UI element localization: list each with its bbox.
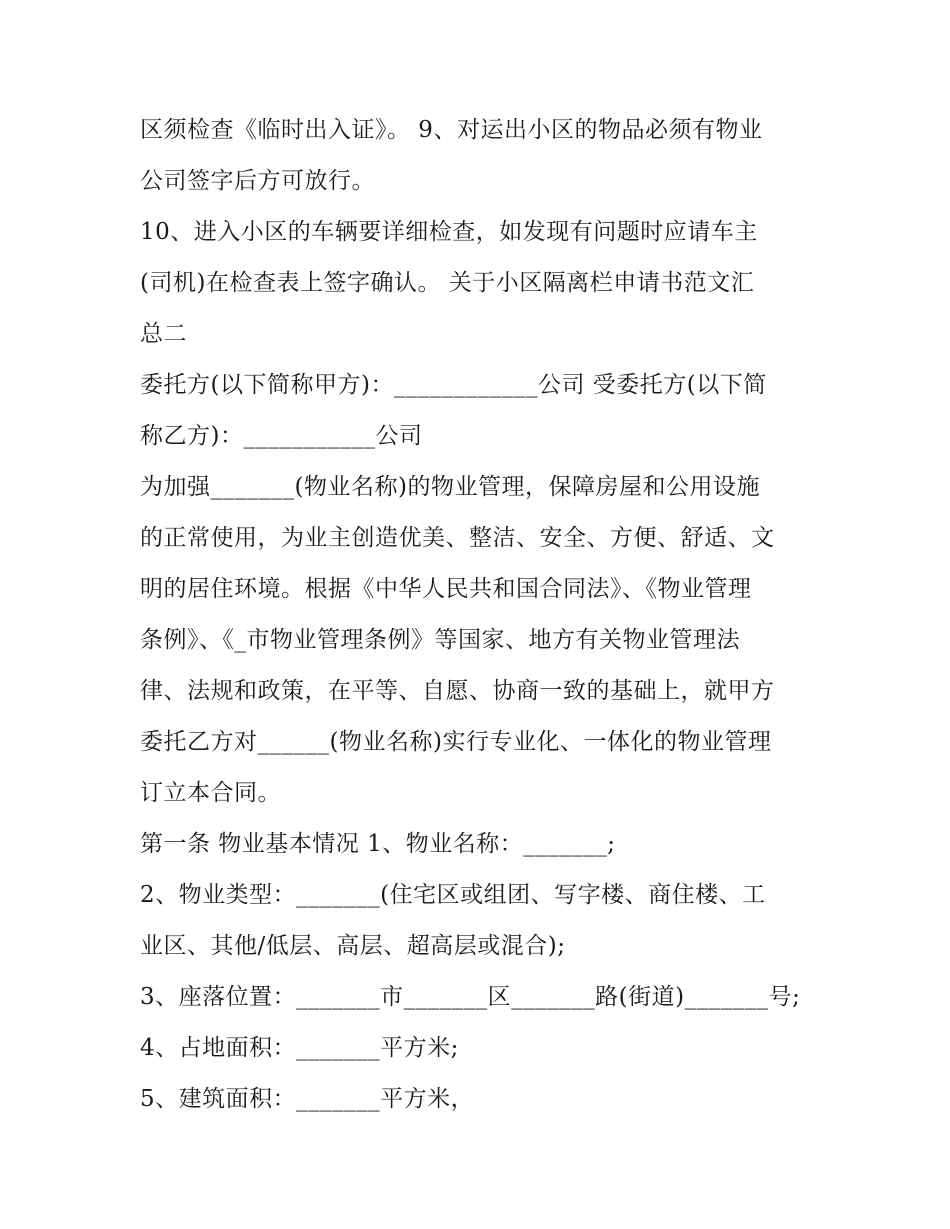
- text-line: 条例》、《_市物业管理条例》等国家、地方有关物业管理法: [140, 627, 740, 653]
- text-line: 为加强_______(物业名称)的物业管理，保障房屋和公用设施: [140, 474, 760, 500]
- text-line: 律、法规和政策，在平等、自愿、协商一致的基础上，就甲方: [140, 678, 775, 704]
- text-line: 5、建筑面积：_______平方米，: [140, 1086, 475, 1112]
- text-line: 的正常使用，为业主创造优美、整洁、安全、方便、舒适、文: [140, 525, 775, 551]
- text-line: 委托方(以下简称甲方)：____________公司 受委托方(以下简: [140, 372, 767, 398]
- text-line: 4、占地面积：_______平方米;: [140, 1035, 459, 1061]
- text-line: 总二: [140, 321, 187, 347]
- text-line: 订立本合同。: [140, 780, 281, 806]
- text-line: 称乙方)：___________公司: [140, 423, 423, 449]
- text-line: 10、进入小区的车辆要详细检查，如发现有问题时应请车主: [140, 219, 758, 245]
- text-line: 公司签字后方可放行。: [140, 168, 375, 194]
- text-line: 第一条 物业基本情况 1、物业名称：_______;: [140, 831, 616, 857]
- text-line: 2、物业类型：_______(住宅区或组团、写字楼、商住楼、工: [140, 882, 766, 908]
- text-line: (司机)在检查表上签字确认。 关于小区隔离栏申请书范文汇: [140, 270, 755, 296]
- text-line: 委托乙方对______(物业名称)实行专业化、一体化的物业管理: [140, 729, 772, 755]
- text-line: 业区、其他/低层、高层、超高层或混合);: [140, 933, 566, 959]
- text-line: 3、座落位置：_______市_______区_______路(街道)_______号;: [140, 984, 801, 1010]
- text-line: 区须检查《临时出入证》。 9、对运出小区的物品必须有物业: [140, 117, 763, 143]
- document-body: [140, 105, 830, 1125]
- text-line: 明的居住环境。根据《中华人民共和国合同法》、《物业管理: [140, 576, 752, 602]
